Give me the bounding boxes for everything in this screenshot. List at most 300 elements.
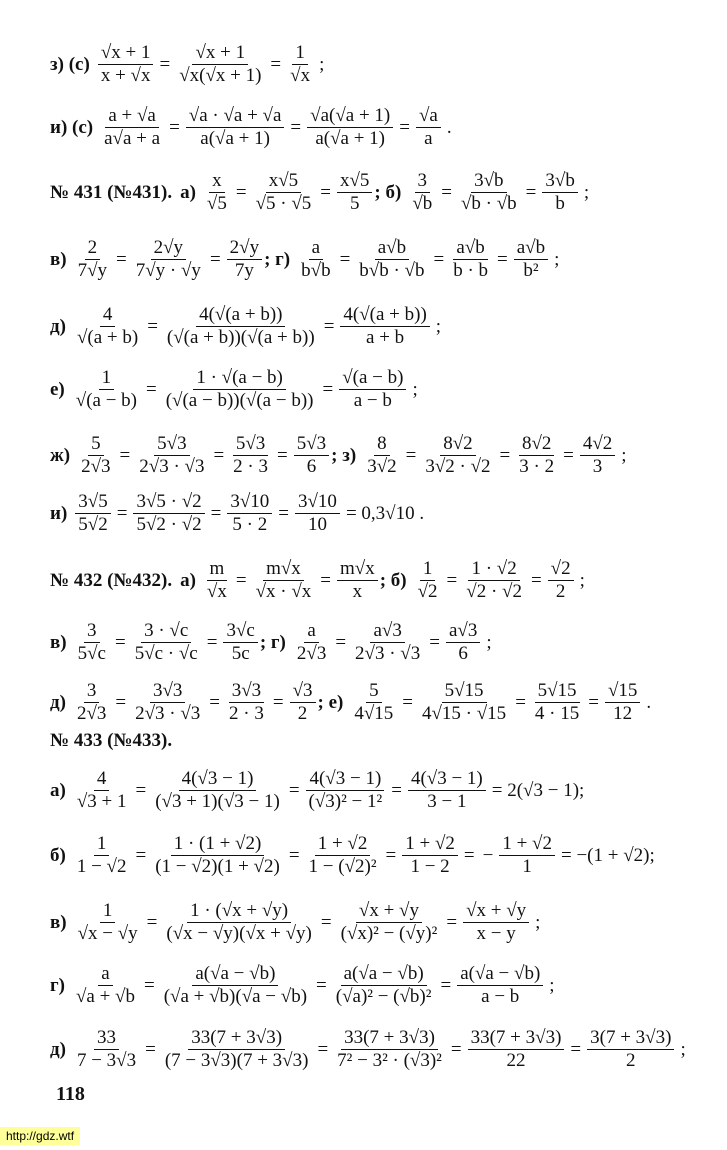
- equals-sign: =: [135, 779, 147, 801]
- fraction: [152, 768, 283, 813]
- equals-sign: =: [450, 1038, 462, 1060]
- fraction: [164, 304, 318, 349]
- fraction-numerator: a√3: [446, 620, 480, 643]
- fraction-numerator: 2: [85, 237, 101, 260]
- fraction-denominator: 5√2 · √2: [136, 514, 202, 535]
- equals-sign: =: [116, 502, 128, 524]
- equation-tail: ;: [554, 248, 560, 270]
- fraction-denominator: x + √x: [100, 65, 151, 86]
- fraction-numerator: 3(7 + 3√3): [587, 1027, 674, 1050]
- fraction-denominator: √x: [206, 581, 227, 602]
- fraction: [75, 491, 110, 536]
- item-label: в): [50, 631, 67, 653]
- fraction: [163, 367, 317, 412]
- equation-line: [50, 963, 720, 1008]
- equals-sign: =: [525, 181, 537, 203]
- equation-tail: ;: [621, 444, 627, 466]
- fraction-numerator: 3: [415, 170, 431, 193]
- fraction-numerator: m√x: [263, 558, 304, 581]
- fraction-denominator: 4√15: [354, 703, 394, 724]
- fraction-denominator: 2√3: [81, 456, 111, 477]
- fraction: [74, 304, 141, 349]
- equals-sign: =: [277, 444, 288, 466]
- equation-line: [50, 1027, 720, 1072]
- equals-sign: =: [440, 974, 452, 996]
- fraction-denominator: 3: [592, 456, 603, 477]
- fraction-numerator: 3 · √c: [141, 620, 191, 643]
- fraction-numerator: 5√3: [294, 433, 329, 456]
- fraction: [230, 433, 271, 478]
- equals-sign: =: [146, 911, 158, 933]
- equals-sign: =: [210, 502, 222, 524]
- fraction: [253, 558, 315, 603]
- item-label: ; б): [374, 181, 402, 203]
- fraction: [463, 558, 525, 603]
- fraction-numerator: 1 + √2: [499, 833, 555, 856]
- fraction-denominator: a√a + a: [104, 128, 161, 149]
- fraction: [333, 963, 435, 1008]
- fraction-numerator: 4: [100, 304, 116, 327]
- fraction: [532, 680, 582, 725]
- fraction-denominator: 2√3: [296, 643, 327, 664]
- fraction-denominator: a(√a + 1): [315, 128, 386, 149]
- fraction-denominator: 1 − (√2)²: [308, 856, 377, 877]
- fraction: [73, 367, 140, 412]
- fraction-denominator: (√x)² − (√y)²: [340, 923, 438, 944]
- fraction: [74, 1027, 139, 1072]
- fraction-denominator: 3√2 · √2: [425, 456, 491, 477]
- fraction-denominator: (√x − √y)(√x + √y): [166, 923, 312, 944]
- fraction-numerator: 5√15: [535, 680, 580, 703]
- fraction: [294, 620, 329, 665]
- fraction-numerator: 8: [374, 433, 390, 456]
- fraction-denominator: 7√y · √y: [135, 260, 201, 281]
- fraction-numerator: 4(√(a + b)): [340, 304, 429, 327]
- fraction: [152, 833, 283, 878]
- equals-sign: =: [320, 911, 332, 933]
- equals-sign: =: [116, 248, 127, 270]
- fraction-denominator: 5√c: [77, 643, 106, 664]
- item-label: ; е): [317, 691, 344, 713]
- fraction: [419, 680, 509, 725]
- item-label: з) (с): [50, 53, 90, 75]
- fraction-denominator: (√(a − b))(√(a − b)): [165, 390, 314, 411]
- fraction-denominator: (√a)² − (√b)²: [335, 986, 432, 1007]
- fraction: [133, 491, 204, 536]
- fraction-numerator: 3√c: [223, 620, 257, 643]
- item-label: и): [50, 502, 68, 524]
- fraction: [463, 900, 529, 945]
- item-label: д): [50, 315, 66, 337]
- fraction-denominator: (√a + √b)(√a − √b): [163, 986, 308, 1007]
- fraction-numerator: 33(7 + 3√3): [468, 1027, 565, 1050]
- item-label: ; з): [331, 444, 357, 466]
- fraction-numerator: 5√15: [442, 680, 487, 703]
- fraction: [226, 680, 267, 725]
- fraction: [204, 558, 230, 603]
- equals-sign: =: [323, 315, 335, 337]
- equation-line: [50, 680, 720, 725]
- equation-line: [50, 433, 720, 478]
- fraction-denominator: 5 · 2: [232, 514, 268, 535]
- fraction: [337, 558, 378, 603]
- fraction: [422, 433, 493, 478]
- fraction: [133, 237, 204, 282]
- equation-line: [50, 558, 720, 603]
- fraction-numerator: 1: [100, 900, 116, 923]
- item-label: в): [50, 248, 67, 270]
- fraction-denominator: 2 · 3: [229, 703, 264, 724]
- equals-sign: =: [433, 248, 445, 270]
- equals-sign: =: [235, 181, 247, 203]
- fraction-numerator: 5: [366, 680, 382, 703]
- fraction-numerator: 3√5 · √2: [133, 491, 204, 514]
- fraction: [163, 900, 314, 945]
- fraction-numerator: 1 · (1 + √2): [171, 833, 265, 856]
- equation-line: [50, 367, 720, 412]
- equation-line: [50, 42, 720, 87]
- item-label: ; г): [259, 631, 286, 653]
- fraction: [408, 768, 486, 813]
- equation-line: [50, 768, 720, 813]
- fraction-denominator: 5√c · √c: [134, 643, 198, 664]
- fraction-numerator: √2: [548, 558, 574, 581]
- equals-sign: =: [169, 116, 180, 138]
- fraction-numerator: 3√10: [295, 491, 340, 514]
- fraction-denominator: √x(√x + 1): [179, 65, 262, 86]
- fraction: [514, 237, 548, 282]
- fraction-numerator: 4: [94, 768, 110, 791]
- fraction: [587, 1027, 674, 1072]
- equation-tail: .: [646, 691, 652, 713]
- fraction-numerator: √x + 1: [192, 42, 248, 65]
- item-label: е): [50, 378, 65, 400]
- equals-sign: =: [446, 569, 458, 591]
- equals-sign: =: [530, 569, 542, 591]
- fraction-numerator: 4√2: [580, 433, 615, 456]
- fraction-numerator: a: [309, 237, 323, 260]
- fraction-denominator: 2√3 · √3: [355, 643, 421, 664]
- fraction: [409, 170, 435, 215]
- fraction-denominator: 6: [306, 456, 317, 477]
- fraction-numerator: 5√3: [154, 433, 189, 456]
- fraction-numerator: a + √a: [105, 105, 159, 128]
- fraction: [74, 833, 130, 878]
- equation-line: [50, 170, 720, 215]
- fraction-denominator: 4 · 15: [534, 703, 580, 724]
- minus-sign: −: [482, 844, 494, 866]
- equals-sign: =: [235, 569, 247, 591]
- equation-tail: .: [446, 116, 452, 138]
- equals-sign: =: [119, 444, 131, 466]
- fraction-denominator: √x − √y: [77, 923, 138, 944]
- fraction: [516, 433, 557, 478]
- equals-sign: =: [570, 1038, 582, 1060]
- fraction-denominator: a + b: [366, 327, 405, 348]
- equals-sign: =: [339, 248, 351, 270]
- fraction-denominator: 7² − 3² · (√3)²: [337, 1050, 442, 1071]
- fraction-denominator: b√b · √b: [359, 260, 425, 281]
- fraction-denominator: (√3 + 1)(√3 − 1): [155, 791, 280, 812]
- equals-sign: =: [147, 315, 158, 337]
- fraction: [458, 170, 520, 215]
- equals-sign: =: [206, 631, 218, 653]
- equation-tail: = 2(√3 − 1);: [491, 779, 585, 801]
- equals-sign: =: [159, 53, 171, 75]
- equals-sign: =: [499, 444, 511, 466]
- fraction: [290, 680, 316, 725]
- fraction-denominator: 3 · 2: [519, 456, 555, 477]
- fraction-numerator: √x + √y: [356, 900, 422, 923]
- fraction: [548, 558, 574, 603]
- fraction-numerator: 3√3: [150, 680, 185, 703]
- equals-sign: =: [213, 444, 225, 466]
- fraction-numerator: 1 · (√x + √y): [187, 900, 291, 923]
- equals-sign: =: [135, 844, 147, 866]
- equals-sign: =: [399, 116, 410, 138]
- fraction-numerator: 1: [292, 42, 308, 65]
- fraction: [98, 42, 154, 87]
- fraction-numerator: 3: [84, 680, 100, 703]
- fraction-denominator: x: [352, 581, 363, 602]
- equals-sign: =: [288, 844, 300, 866]
- fraction-numerator: 1 · √(a − b): [193, 367, 286, 390]
- fraction-denominator: 2: [555, 581, 566, 602]
- fraction-numerator: √a(√a + 1): [307, 105, 393, 128]
- fraction-denominator: √3 + 1: [76, 791, 127, 812]
- fraction-numerator: 8√2: [440, 433, 475, 456]
- fraction: [74, 768, 130, 813]
- fraction-denominator: 3√2: [367, 456, 397, 477]
- equals-sign: =: [146, 378, 157, 400]
- equation-line: [50, 833, 720, 878]
- equals-sign: =: [320, 569, 331, 591]
- fraction-numerator: 3: [84, 620, 100, 643]
- item-label: и) (с): [50, 116, 94, 138]
- fraction: [446, 620, 480, 665]
- fraction: [204, 170, 230, 215]
- equation-tail: ;: [486, 631, 492, 653]
- fraction-numerator: 1: [420, 558, 436, 581]
- equals-sign: =: [497, 248, 508, 270]
- fraction: [73, 963, 138, 1008]
- fraction-numerator: √a: [416, 105, 441, 128]
- equals-sign: =: [429, 631, 440, 653]
- fraction-numerator: 3√5: [75, 491, 110, 514]
- equals-sign: =: [588, 691, 599, 713]
- fraction-denominator: 2√3 · √3: [139, 456, 205, 477]
- fraction-denominator: √a + √b: [75, 986, 135, 1007]
- fraction-numerator: 1 + √2: [315, 833, 371, 856]
- fraction: [162, 1027, 312, 1072]
- problem-number: № 431 (№431).: [50, 181, 173, 203]
- equals-sign: =: [441, 181, 452, 203]
- fraction-numerator: a√b: [453, 237, 487, 260]
- item-label: д): [50, 1038, 66, 1060]
- fraction: [499, 833, 555, 878]
- fraction: [78, 433, 113, 478]
- fraction-denominator: x − y: [476, 923, 516, 944]
- fraction-denominator: b²: [523, 260, 539, 281]
- fraction-numerator: 1 · √2: [468, 558, 519, 581]
- equals-sign: =: [446, 911, 458, 933]
- fraction: [223, 620, 257, 665]
- fraction: [161, 963, 310, 1008]
- fraction-numerator: 4(√(a + b)): [196, 304, 285, 327]
- fraction-numerator: a: [304, 620, 318, 643]
- fraction: [132, 620, 201, 665]
- fraction-numerator: 4(√3 − 1): [408, 768, 486, 791]
- equals-sign: =: [115, 691, 127, 713]
- equation-line: [50, 620, 720, 665]
- fraction-numerator: 3√b: [542, 170, 577, 193]
- equals-sign: =: [463, 844, 475, 866]
- fraction: [580, 433, 615, 478]
- fraction-numerator: a√b: [375, 237, 409, 260]
- fraction: [75, 620, 109, 665]
- fraction-denominator: 2: [626, 1050, 636, 1071]
- equals-sign: =: [143, 974, 155, 996]
- fraction-numerator: x: [209, 170, 225, 193]
- fraction-numerator: 33: [94, 1027, 119, 1050]
- fraction-denominator: √b: [412, 193, 433, 214]
- equation-tail: ;: [680, 1038, 686, 1060]
- equation-tail: ;: [435, 315, 442, 337]
- fraction: [306, 768, 386, 813]
- fraction-denominator: 7√y: [77, 260, 108, 281]
- fraction-numerator: a√b: [514, 237, 548, 260]
- item-label: а): [180, 569, 196, 591]
- fraction-denominator: 12: [613, 703, 633, 724]
- fraction: [307, 105, 393, 150]
- fraction-denominator: √2: [417, 581, 438, 602]
- fraction-numerator: 33(7 + 3√3): [341, 1027, 438, 1050]
- fraction: [337, 170, 372, 215]
- fraction: [542, 170, 577, 215]
- fraction-denominator: 22: [506, 1050, 526, 1071]
- fraction-denominator: b√b: [301, 260, 331, 281]
- fraction-numerator: x√5: [337, 170, 372, 193]
- equals-sign: =: [209, 691, 221, 713]
- fraction-denominator: a − b: [481, 986, 520, 1007]
- fraction: [101, 105, 163, 150]
- item-label: ; г): [264, 248, 291, 270]
- problem-number: № 432 (№432).: [50, 569, 173, 591]
- fraction-numerator: m√x: [337, 558, 378, 581]
- equals-sign: =: [209, 248, 221, 270]
- equals-sign: =: [335, 631, 347, 653]
- equals-sign: =: [322, 378, 334, 400]
- fraction-denominator: 5c: [231, 643, 250, 664]
- fraction-denominator: a − b: [353, 390, 392, 411]
- fraction: [306, 833, 380, 878]
- equals-sign: =: [288, 779, 300, 801]
- fraction: [253, 170, 315, 215]
- fraction: [227, 237, 262, 282]
- fraction: [605, 680, 640, 725]
- equation-tail: ;: [579, 569, 585, 591]
- fraction-numerator: 33(7 + 3√3): [188, 1027, 285, 1050]
- item-label: а): [50, 779, 66, 801]
- fraction: [227, 491, 272, 536]
- fraction: [351, 680, 396, 725]
- fraction-numerator: 5: [88, 433, 104, 456]
- fraction-denominator: 6: [458, 643, 468, 664]
- equals-sign: =: [272, 691, 284, 713]
- equals-sign: =: [391, 779, 402, 801]
- equation-tail: = −(1 + √2);: [561, 844, 655, 866]
- equals-sign: =: [316, 974, 327, 996]
- item-label: г): [50, 974, 65, 996]
- equation-line: [50, 730, 720, 752]
- equals-sign: =: [145, 1038, 156, 1060]
- fraction-denominator: √2 · √2: [466, 581, 522, 602]
- fraction: [75, 237, 110, 282]
- fraction-denominator: a: [424, 128, 433, 149]
- equals-sign: =: [385, 844, 397, 866]
- fraction: [74, 680, 109, 725]
- fraction: [176, 42, 264, 87]
- item-label: ; б): [379, 569, 407, 591]
- fraction-numerator: a(√a − √b): [457, 963, 543, 986]
- fraction-numerator: 5√3: [233, 433, 268, 456]
- equation-tail: ;: [535, 911, 541, 933]
- fraction-numerator: √a · √a + √a: [186, 105, 285, 128]
- item-label: ж): [50, 444, 71, 466]
- equals-sign: =: [402, 691, 413, 713]
- fraction-denominator: 7y: [234, 260, 254, 281]
- fraction: [402, 833, 458, 878]
- fraction: [136, 433, 207, 478]
- fraction: [338, 900, 441, 945]
- item-label: б): [50, 844, 66, 866]
- fraction-denominator: √5 · √5: [255, 193, 312, 214]
- item-label: д): [50, 691, 66, 713]
- equation-tail: ;: [583, 181, 590, 203]
- equation-line: [50, 900, 720, 945]
- fraction-denominator: 3 − 1: [427, 791, 467, 812]
- equation-tail: ;: [319, 53, 325, 75]
- watermark-link[interactable]: http://gdz.wtf: [0, 1127, 80, 1145]
- fraction-numerator: 1: [99, 367, 115, 390]
- fraction-numerator: √x + 1: [98, 42, 154, 65]
- equals-sign: =: [290, 116, 302, 138]
- equals-sign: =: [317, 1038, 329, 1060]
- fraction-numerator: 3√3: [229, 680, 264, 703]
- equation-tail: ;: [412, 378, 418, 400]
- equation-line: [50, 304, 720, 349]
- fraction: [339, 367, 406, 412]
- page-number: 118: [56, 1083, 85, 1105]
- equation-tail: = 0,3√10 .: [345, 502, 425, 524]
- fraction-denominator: 5: [349, 193, 360, 214]
- fraction-denominator: √5: [206, 193, 227, 214]
- fraction-numerator: 8√2: [519, 433, 554, 456]
- fraction-denominator: √(a − b): [75, 390, 137, 411]
- fraction-denominator: a(√a + 1): [200, 128, 270, 149]
- fraction: [457, 963, 543, 1008]
- fraction-numerator: √x + √y: [463, 900, 529, 923]
- equals-sign: =: [278, 502, 289, 524]
- fraction-numerator: a√3: [370, 620, 404, 643]
- fraction-denominator: 7 − 3√3: [76, 1050, 137, 1071]
- fraction: [356, 237, 427, 282]
- fraction-numerator: 3√10: [227, 491, 272, 514]
- fraction-denominator: √x · √x: [255, 581, 312, 602]
- fraction: [295, 491, 340, 536]
- fraction-denominator: b · b: [453, 260, 489, 281]
- fraction: [416, 105, 441, 150]
